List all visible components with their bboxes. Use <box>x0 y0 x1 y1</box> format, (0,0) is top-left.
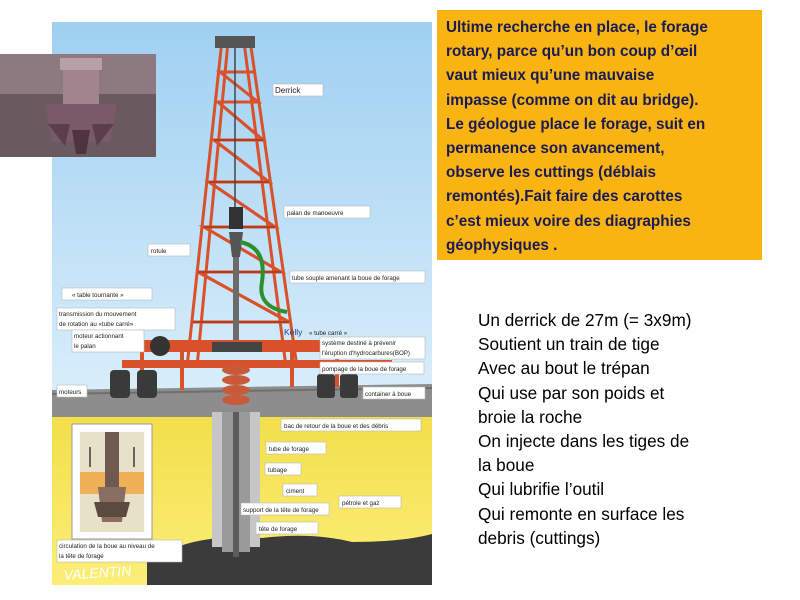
label-bop-2: l'éruption d'hydrocarbures(BOP) <box>322 350 410 357</box>
label-moteur-palan-2: le palan <box>74 343 96 350</box>
explanation-line: Avec au bout le trépan <box>478 358 650 379</box>
explanation-line: Qui remonte en surface les <box>478 503 685 524</box>
explanation-line: Soutient un train de tige <box>478 334 660 355</box>
signature: VALENTIN <box>63 562 132 583</box>
label-tube-forage: tube de forage <box>269 446 309 453</box>
label-derrick: Derrick <box>275 86 301 95</box>
label-pompage: pompage de la boue de forage <box>322 366 407 373</box>
label-rotule: rotule <box>151 248 167 255</box>
label-support: support de la tête de forage <box>243 507 319 514</box>
engine <box>137 370 157 398</box>
label-bop-1: système destiné à prévenir <box>322 340 396 347</box>
explanation-line: Qui lubrifie l’outil <box>478 479 605 500</box>
intro-line: Le géologue place le forage, suit en <box>446 115 706 133</box>
label-transmission-2: de rotation au «tube carré» <box>59 321 134 328</box>
explanation-line: broie la roche <box>478 406 583 427</box>
intro-line: géophysiques . <box>446 236 558 254</box>
intro-line: impasse (comme on dit au bridge). <box>446 91 699 109</box>
intro-line: permanence son avancement, <box>446 140 665 158</box>
engine <box>110 370 130 398</box>
label-table-tournante: « table tournante » <box>72 292 124 299</box>
bit-circulation-inset <box>72 424 152 539</box>
label-petrole: pétrole et gaz <box>342 500 380 507</box>
label-transmission-1: transmission du mouvement <box>59 311 137 318</box>
crown-block <box>215 36 255 48</box>
label-tube-carre: « tube carré » <box>309 330 348 337</box>
drill-bit-image <box>0 54 156 157</box>
label-circulation-1: circulation de la boue au niveau de <box>59 543 155 550</box>
label-tube-souple: tube souple amenant la boue de forage <box>292 275 400 282</box>
label-moteur-palan-1: moteur actionnant <box>74 333 124 340</box>
intro-line: observe les cuttings (déblais <box>446 164 656 182</box>
drill-bit-photo <box>0 54 156 157</box>
label-palan: palan de manoeuvre <box>287 210 344 217</box>
intro-text-box <box>437 10 762 260</box>
label-tete: tête de forage <box>259 526 298 533</box>
mud-container <box>317 374 335 398</box>
intro-line: Ultime recherche en place, le forage <box>446 19 708 36</box>
intro-line: remontés).Fait faire des carottes <box>446 188 683 206</box>
explanation-line: Un derrick de 27m (= 3x9m) <box>478 310 692 330</box>
palan-block <box>229 207 243 229</box>
explanation-line: la boue <box>478 455 535 476</box>
label-circulation-2: la tête de forage <box>59 553 104 560</box>
label-moteurs: moteurs <box>59 389 82 396</box>
intro-line: c’est mieux voire des diagraphies <box>446 212 691 230</box>
explanation-text <box>478 308 778 550</box>
label-bac-retour: bac de retour de la boue et des débris <box>284 423 389 430</box>
mud-container <box>340 374 358 398</box>
explanation-line: Qui use par son poids et <box>478 382 665 403</box>
intro-line: vaut mieux qu’une mauvaise <box>446 67 655 85</box>
label-ciment: ciment <box>286 488 305 495</box>
explanation-line: On injecte dans les tiges de <box>478 431 690 452</box>
label-container: container à boue <box>365 391 412 398</box>
explanation-line: debris (cuttings) <box>478 527 601 548</box>
intro-line: rotary, parce qu’un bon coup d’œil <box>446 43 698 61</box>
label-kelly: Kelly <box>284 327 303 337</box>
label-tubage: tubage <box>268 467 287 474</box>
